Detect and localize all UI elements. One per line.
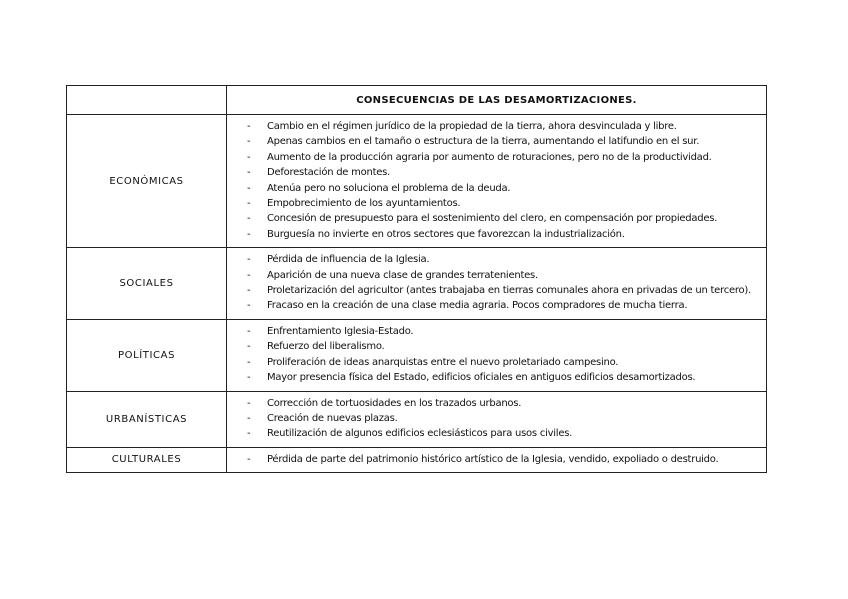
items-cell-politicas [227,319,767,391]
list-item [247,165,760,180]
dash-bullet: - [247,341,251,353]
dash-bullet: - [247,167,251,179]
list-item [247,119,760,134]
table-row-culturales [67,447,767,472]
category-culturales: CULTURALES [67,447,227,472]
dash-bullet: - [247,397,251,409]
dash-bullet: - [247,136,251,148]
item-text: Pérdida de parte del patrimonio histórico artístico de la Iglesia, vendido, expoliado o destruido. [267,453,719,465]
list-item [247,134,760,149]
category-politicas: POLÍTICAS [67,319,227,391]
item-text: Cambio en el régimen jurídico de la propiedad de la tierra, ahora desvinculada y libre. [267,121,677,132]
table-header-row [67,86,767,115]
items-cell-sociales [227,248,767,320]
dash-bullet: - [247,300,251,312]
dash-bullet: - [247,228,251,240]
list-item [247,150,760,165]
item-text: Enfrentamiento Iglesia-Estado. [267,325,414,337]
item-text: Creación de nuevas plazas. [267,412,398,424]
list-item [247,227,760,242]
item-text: Reutilización de algunos edificios eclesiásticos para usos civiles. [267,428,573,440]
items-cell-urbanisticas [227,391,767,447]
table-title: CONSECUENCIAS DE LAS DESAMORTIZACIONES. [227,86,767,115]
item-text: Proliferación de ideas anarquistas entre el nuevo proletariado campesino. [267,356,619,368]
item-text: Fracaso en la creación de una clase media agraria. Pocos compradores de mucha tierra. [267,300,688,312]
item-text: Concesión de presupuesto para el sostenimiento del clero, en compensación por propiedades. [267,213,718,225]
list-item [247,252,760,267]
dash-bullet: - [247,182,251,194]
items-list-urbanisticas [227,392,766,447]
table-row-urbanisticas [67,391,767,447]
list-item [247,298,760,313]
list-item [247,196,760,211]
list-item [247,452,760,467]
header-empty-cell [67,86,227,115]
dash-bullet: - [247,372,251,384]
dash-bullet: - [247,356,251,368]
dash-bullet: - [247,453,251,465]
item-text: Empobrecimiento de los ayuntamientos. [267,198,461,210]
items-list-economicas [227,115,766,247]
dash-bullet: - [247,412,251,424]
item-text: Proletarización del agricultor (antes trabajaba en tierras comunales ahora en privadas de un tercero). [267,285,751,297]
items-cell-economicas [227,115,767,248]
dash-bullet: - [247,121,251,132]
items-list-sociales [227,248,766,319]
list-item [247,426,760,441]
item-text: Deforestación de montes. [267,167,391,179]
category-sociales: SOCIALES [67,248,227,320]
list-item [247,411,760,426]
dash-bullet: - [247,269,251,281]
category-urbanisticas: URBANÍSTICAS [67,391,227,447]
list-item [247,396,760,411]
list-item [247,339,760,354]
item-text: Aparición de una nueva clase de grandes terratenientes. [267,269,538,281]
items-list-culturales [227,448,766,472]
list-item [247,370,760,385]
item-text: Atenúa pero no soluciona el problema de la deuda. [267,182,511,194]
table-row-sociales [67,248,767,320]
dash-bullet: - [247,198,251,210]
items-cell-culturales [227,447,767,472]
list-item [247,211,760,226]
item-text: Corrección de tortuosidades en los trazados urbanos. [267,397,522,409]
dash-bullet: - [247,325,251,337]
table-row-politicas [67,319,767,391]
items-list-politicas [227,320,766,391]
item-text: Apenas cambios en el tamaño o estructura de la tierra, aumentando el latifundio en el sur. [267,136,700,148]
list-item [247,283,760,298]
item-text: Burguesía no invierte en otros sectores que favorezcan la industrialización. [267,228,625,240]
list-item [247,324,760,339]
table-row-economicas [67,115,767,248]
item-text: Refuerzo del liberalismo. [267,341,385,353]
item-text: Pérdida de influencia de la Iglesia. [267,254,430,266]
dash-bullet: - [247,285,251,297]
list-item [247,355,760,370]
item-text: Mayor presencia física del Estado, edificios oficiales en antiguos edificios desamortizados. [267,372,696,384]
dash-bullet: - [247,254,251,266]
consequences-table [66,85,767,473]
dash-bullet: - [247,428,251,440]
item-text: Aumento de la producción agraria por aumento de roturaciones, pero no de la productividad. [267,151,712,163]
category-economicas: ECONÓMICAS [67,115,227,248]
list-item [247,181,760,196]
dash-bullet: - [247,151,251,163]
dash-bullet: - [247,213,251,225]
list-item [247,268,760,283]
